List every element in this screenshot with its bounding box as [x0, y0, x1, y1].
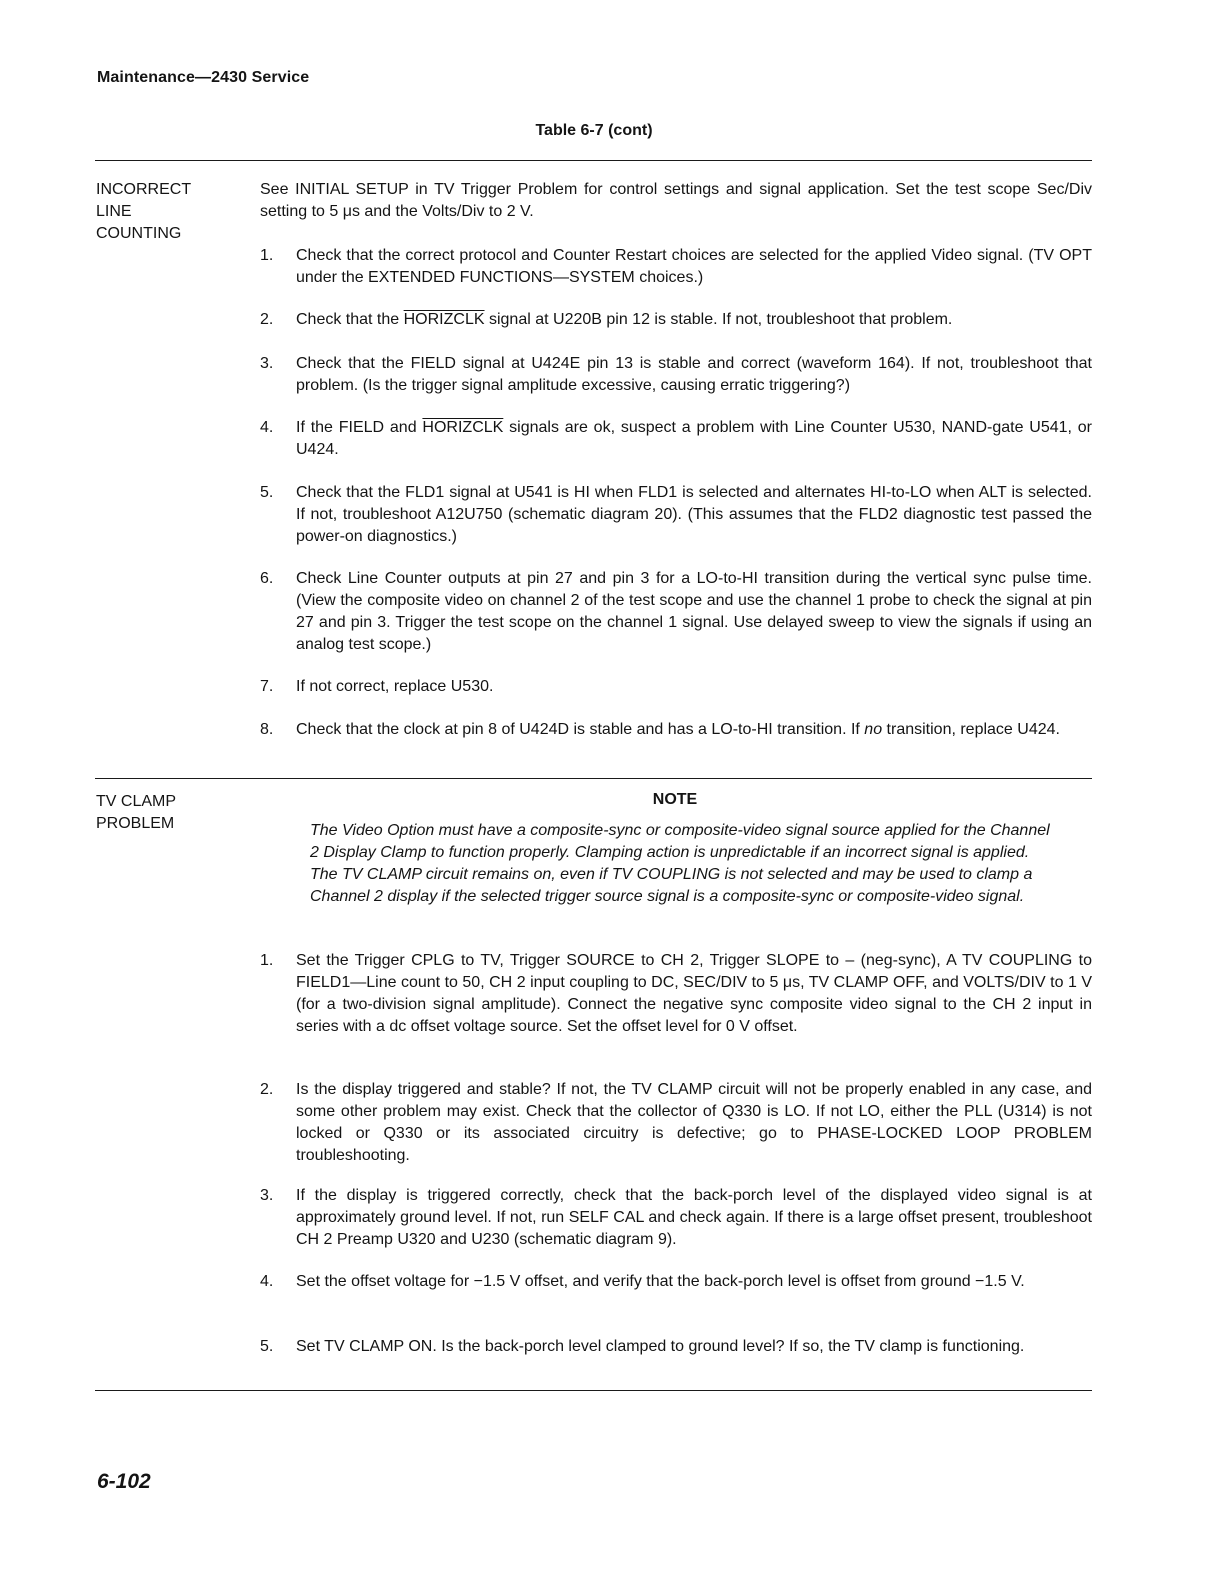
step-text: Check that the FLD1 signal at U541 is HI when FLD1 is selected and alternates HI-to-LO when ALT is selected. If not, troubleshoot A12U750 (schematic diagram 20). (This assumes that the FLD2 diagnostic test passed the power-on diagnostics.): [296, 484, 1092, 545]
step-item: [260, 309, 1092, 331]
step-number: 7.: [260, 678, 274, 695]
step-text-part: If the FIELD and: [296, 419, 423, 436]
step-number: 5.: [260, 1338, 274, 1355]
step-item: [260, 1079, 1092, 1167]
step-number: 3.: [260, 1187, 274, 1204]
step-item: [260, 417, 1092, 461]
step-text: Is the display triggered and stable? If not, the TV CLAMP circuit will not be properly enabled in any case, and some other problem may exist. Check that the collector of Q330 is LO. If not LO, either the PLL (U314) is not locked or Q330 or its associated circuitry is defective; go to PHASE-LOCKED LOOP PROBLEM troubleshooting.: [296, 1081, 1092, 1164]
section-label-tv-clamp-problem: TV CLAMP PROBLEM: [96, 793, 177, 832]
step-number: 4.: [260, 419, 274, 436]
step-item: [260, 1185, 1092, 1251]
step-text: Check that the correct protocol and Counter Restart choices are selected for the applied Video signal. (TV OPT under the EXTENDED FUNCTIONS—SYSTEM choices.): [296, 247, 1092, 286]
step-number: 1.: [260, 247, 274, 264]
step-number: 6.: [260, 570, 274, 587]
note-body: The Video Option must have a composite-sync or composite-video signal source applied for the Channel 2 Display Clamp to function properly. Clamping action is unpredictable if an incorrect signal is applied. The TV CLAMP circuit remains on, even if TV COUPLING is not selected and may be used to clamp a Channel 2 display if the selected trigger source signal is a composite-sync or composite-video signal.: [310, 822, 1050, 905]
step-number: 5.: [260, 484, 274, 501]
step-item: [260, 245, 1092, 289]
step-item: [260, 568, 1092, 656]
step-number: 8.: [260, 721, 274, 738]
step-text-part: transition, replace U424.: [882, 721, 1060, 738]
page-number: 6-102: [97, 1470, 151, 1493]
step-text-part: Check that the: [296, 311, 404, 328]
step-item: [260, 1271, 1092, 1293]
step-number: 2.: [260, 311, 274, 328]
step-item: [260, 1336, 1092, 1358]
section-label-incorrect-line-counting: INCORRECT LINE COUNTING: [96, 181, 192, 242]
step-number: 1.: [260, 952, 274, 969]
step-text-part: Check that the clock at pin 8 of U424D is stable and has a LO-to-HI transition. If: [296, 721, 865, 738]
step-item: [260, 719, 1092, 741]
step-text: Set TV CLAMP ON. Is the back-porch level clamped to ground level? If so, the TV clamp is functioning.: [296, 1338, 1025, 1355]
step-item: [260, 482, 1092, 548]
step-text: Set the offset voltage for −1.5 V offset, and verify that the back-porch level is offset from ground −1.5 V.: [296, 1273, 1025, 1290]
step-text: Check that the FIELD signal at U424E pin 13 is stable and correct (waveform 164). If not, troubleshoot that problem. (Is the trigger signal amplitude excessive, causing erratic triggering?): [296, 355, 1092, 394]
bottom-rule: [95, 1390, 1092, 1391]
step-item: [260, 950, 1092, 1038]
note-heading: NOTE: [652, 791, 698, 808]
step-item: [260, 353, 1092, 397]
step-text: If the display is triggered correctly, check that the back-porch level of the displayed video signal is at approximately ground level. If not, run SELF CAL and check again. If there is a large offset present, troubleshoot CH 2 Preamp U320 and U230 (schematic diagram 9).: [296, 1187, 1092, 1248]
section-intro: See INITIAL SETUP in TV Trigger Problem for control settings and signal application. Set the test scope Sec/Div setting to 5 μs and the Volts/Div to 2 V.: [260, 181, 1092, 220]
step-text-part: signal at U220B pin 12 is stable. If not, troubleshoot that problem.: [484, 311, 953, 328]
step-text: If not correct, replace U530.: [296, 678, 494, 695]
step-number: 2.: [260, 1081, 274, 1098]
step-text: [296, 309, 1092, 331]
section-divider: [95, 778, 1092, 779]
table-title: Table 6-7 (cont): [535, 122, 653, 139]
step-text-part: signals are ok, suspect a problem with Line Counter U530, NAND-gate U541, or U424.: [296, 419, 1093, 458]
top-rule: [95, 160, 1092, 161]
step-number: 4.: [260, 1273, 274, 1290]
horizclk-signal: HORIZCLK: [403, 311, 485, 328]
running-header: Maintenance—2430 Service: [97, 69, 310, 86]
step-text: [296, 719, 1092, 741]
step-text: Set the Trigger CPLG to TV, Trigger SOURCE to CH 2, Trigger SLOPE to – (neg-sync), A TV COUPLING to FIELD1—Line count to 50, CH 2 input coupling to DC, SEC/DIV to 5 μs, TV CLAMP OFF, and VOLTS/DIV to 1 V (for a two-division signal amplitude). Connect the negative sync composite video signal to the CH 2 input in series with a dc offset voltage source. Set the offset level for 0 V offset.: [296, 952, 1092, 1035]
step-text: [296, 417, 1092, 461]
horizclk-signal: HORIZCLK: [422, 419, 504, 436]
step-text: Check Line Counter outputs at pin 27 and pin 3 for a LO-to-HI transition during the vertical sync pulse time. (View the composite video on channel 2 of the test scope and use the channel 1 probe to check the signal at pin 27 and pin 3. Trigger the test scope on the channel 1 signal. Use delayed sweep to view the signals if using an analog test scope.): [296, 570, 1092, 653]
step-number: 3.: [260, 355, 274, 372]
step-item: [260, 676, 1092, 698]
emphasized-word: no: [864, 721, 883, 738]
